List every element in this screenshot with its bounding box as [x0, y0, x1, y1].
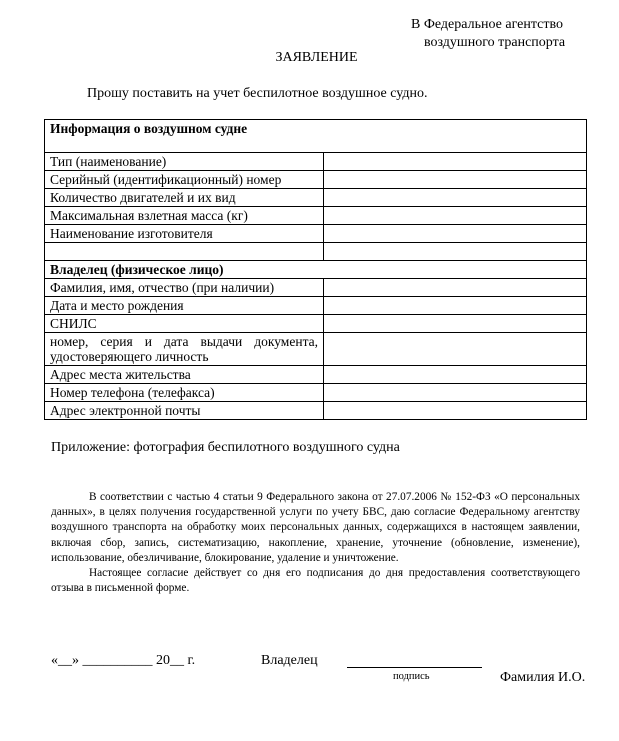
- table-row: [45, 333, 587, 366]
- table-row: [45, 279, 587, 297]
- row-value-cell[interactable]: [324, 402, 587, 420]
- table-row: [45, 189, 587, 207]
- table-row: [45, 315, 587, 333]
- owner-header: Владелец (физическое лицо): [45, 261, 587, 279]
- row-label: Количество двигателей и их вид: [45, 189, 324, 207]
- application-table: [44, 119, 587, 420]
- addressee-line-2: воздушного транспорта: [424, 35, 566, 50]
- addressee-block: [411, 16, 565, 52]
- row-label: Адрес электронной почты: [45, 402, 324, 420]
- row-label: Адрес места жительства: [45, 366, 324, 384]
- signature-caption: подпись: [393, 671, 430, 682]
- blank-cell: [324, 243, 587, 261]
- consent-block: [51, 490, 580, 596]
- table-row: [45, 297, 587, 315]
- row-label: СНИЛС: [45, 315, 324, 333]
- table-row: [45, 153, 587, 171]
- row-label: Фамилия, имя, отчество (при наличии): [45, 279, 324, 297]
- signature-row: [51, 653, 591, 693]
- table-row: [45, 207, 587, 225]
- row-label: Тип (наименование): [45, 153, 324, 171]
- appendix-text: Приложение: фотография беспилотного воздушного судна: [51, 440, 400, 455]
- table-row: [45, 225, 587, 243]
- table-section-aircraft: [45, 120, 587, 153]
- table-row: [45, 384, 587, 402]
- row-value-cell[interactable]: [324, 279, 587, 297]
- aircraft-header: Информация о воздушном судне: [45, 120, 587, 153]
- table-row: [45, 402, 587, 420]
- row-label: номер, серия и дата выдачи документа, удостоверяющего личность: [45, 333, 324, 366]
- table-row: [45, 366, 587, 384]
- row-label: Номер телефона (телефакса): [45, 384, 324, 402]
- document-title: ЗАЯВЛЕНИЕ: [275, 50, 358, 65]
- row-value-cell[interactable]: [324, 384, 587, 402]
- table-row-blank: [45, 243, 587, 261]
- blank-cell: [45, 243, 324, 261]
- row-value-cell[interactable]: [324, 315, 587, 333]
- row-value-cell[interactable]: [324, 225, 587, 243]
- row-label: Наименование изготовителя: [45, 225, 324, 243]
- request-text: Прошу поставить на учет беспилотное воздушное судно.: [87, 86, 428, 101]
- row-label: Дата и место рождения: [45, 297, 324, 315]
- row-value-cell[interactable]: [324, 171, 587, 189]
- table-row: [45, 171, 587, 189]
- signature-line[interactable]: [347, 667, 482, 668]
- row-label: Серийный (идентификационный) номер: [45, 171, 324, 189]
- consent-paragraph: В соответствии с частью 4 статьи 9 Федерального закона от 27.07.2006 № 152-ФЗ «О персональных данных», в целях получения государственной услуги по учету БВС, даю согласие Федеральному агентству воздушного транспорта на обработку моих персональных данных, содержащихся в настоящем заявлении, включая сбор, запись, систематизацию, накопление, хранение, уточнение (обновление, изменение), использование, обезличивание, блокирование, удаление и уничтожение.: [51, 491, 580, 564]
- row-value-cell[interactable]: [324, 153, 587, 171]
- table-section-owner: [45, 261, 587, 279]
- row-value-cell[interactable]: [324, 207, 587, 225]
- row-label: Максимальная взлетная масса (кг): [45, 207, 324, 225]
- row-value-cell[interactable]: [324, 333, 587, 366]
- row-value-cell[interactable]: [324, 366, 587, 384]
- owner-name: Фамилия И.О.: [500, 670, 586, 685]
- row-value-cell[interactable]: [324, 189, 587, 207]
- consent-paragraph: Настоящее согласие действует со дня его подписания до дня предоставления соответствующего отзыва в письменной форме.: [51, 567, 580, 595]
- addressee-line-1: В Федеральное агентство: [411, 17, 563, 32]
- owner-label: Владелец: [261, 653, 318, 668]
- date-field[interactable]: «__» __________ 20__ г.: [51, 653, 196, 668]
- row-value-cell[interactable]: [324, 297, 587, 315]
